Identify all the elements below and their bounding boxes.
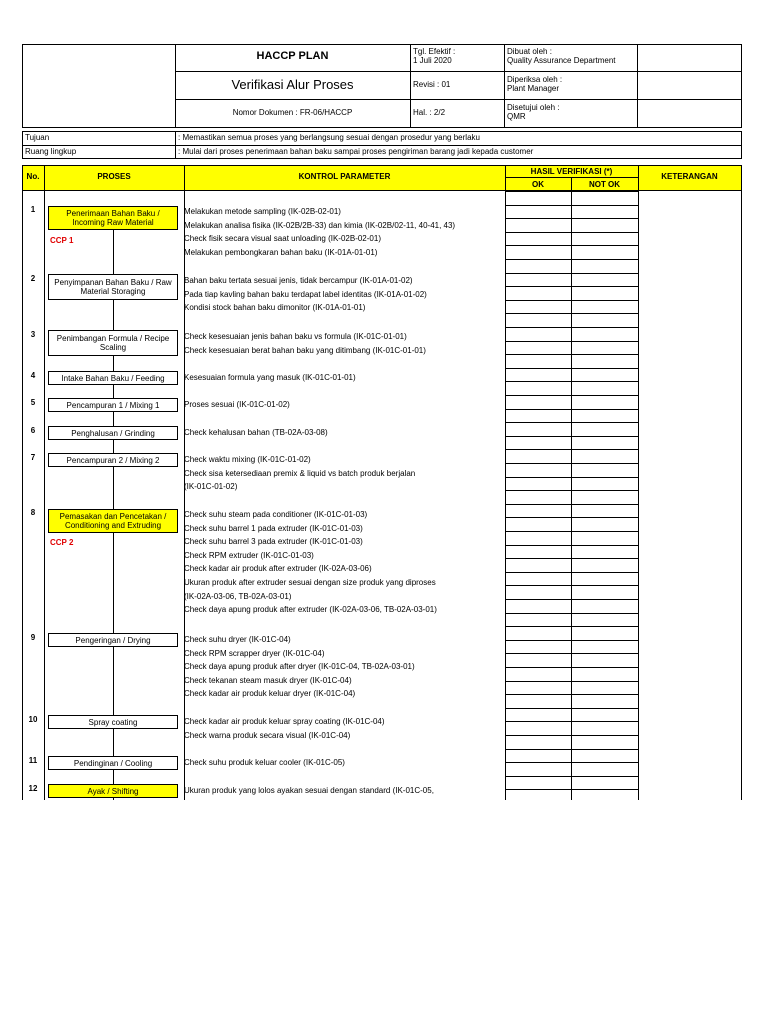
verification-row-line <box>505 368 638 369</box>
process-box: Penimbangan Formula / Recipe Scaling <box>48 330 178 356</box>
verification-row-line <box>505 517 638 518</box>
control-parameter: Ukuran produk yang lolos ayakan sesuai dengan standard (IK-01C-05, <box>184 786 434 795</box>
process-box: Penyimpanan Bahan Baku / Raw Material Storaging <box>48 274 178 300</box>
verification-row-line <box>505 572 638 573</box>
control-parameter: Pada tiap kavling bahan baku terdapat label identitas (IK-01A-01-02) <box>184 290 427 299</box>
made-by: Quality Assurance Department <box>507 56 616 65</box>
verification-row-line <box>505 232 638 233</box>
verification-row-line <box>505 381 638 382</box>
tujuan-label: Tujuan <box>25 133 50 142</box>
plan-title: HACCP PLAN <box>256 50 329 62</box>
step-number: 12 <box>28 784 38 793</box>
verification-row-line <box>505 749 638 750</box>
document-number: Nomor Dokumen : FR-06/HACCP <box>232 108 353 117</box>
ccp-label: CCP 1 <box>50 236 74 245</box>
verification-row-line <box>505 300 638 301</box>
control-parameter: Check RPM extruder (IK-01C-01-03) <box>184 551 314 560</box>
col-hasil-verifikasi: HASIL VERIFIKASI (*) <box>530 167 613 176</box>
control-parameter: Melakukan pembongkaran bahan baku (IK-01A-01-01) <box>184 248 378 257</box>
verification-row-line <box>505 558 638 559</box>
verification-row-line <box>505 436 638 437</box>
control-parameter: Check suhu barrel 1 pada extruder (IK-01C-01-03) <box>184 524 363 533</box>
column-divider <box>44 190 45 800</box>
col-not-ok: NOT OK <box>588 180 621 189</box>
step-number: 2 <box>30 274 36 283</box>
effective-label: Tgl. Efektif : <box>413 47 456 56</box>
control-parameter: Check kesesuaian berat bahan baku yang ditimbang (IK-01C-01-01) <box>184 346 426 355</box>
approved-by-label: Disetujui oleh : <box>507 103 560 112</box>
verification-row-line <box>505 205 638 206</box>
verification-row-line <box>505 762 638 763</box>
control-parameter: Check tekanan steam masuk dryer (IK-01C-04) <box>184 676 352 685</box>
verification-row-line <box>505 667 638 668</box>
control-parameter: Melakukan analisa fisika (IK-02B/2B-33) dan kimia (IK-02B/02-11, 40-41, 43) <box>184 221 456 230</box>
process-box: Intake Bahan Baku / Feeding <box>48 371 178 385</box>
step-number: 11 <box>28 756 38 765</box>
col-kontrol-parameter: KONTROL PARAMETER <box>298 172 391 181</box>
verification-row-line <box>505 708 638 709</box>
verification-row-line <box>505 721 638 722</box>
verification-row-line <box>505 313 638 314</box>
control-parameter: Check suhu produk keluar cooler (IK-01C-05) <box>184 758 345 767</box>
verification-row-line <box>505 409 638 410</box>
page-number: Hal. : 2/2 <box>413 108 446 117</box>
verification-row-line <box>505 449 638 450</box>
verification-row-line <box>505 259 638 260</box>
step-number: 1 <box>30 205 36 214</box>
verification-row-line <box>505 735 638 736</box>
control-parameter: Check RPM scrapper dryer (IK-01C-04) <box>184 649 325 658</box>
control-parameter: Check waktu mixing (IK-01C-01-02) <box>184 455 311 464</box>
column-divider <box>638 190 639 800</box>
step-number: 5 <box>30 398 36 407</box>
process-box: Pencampuran 1 / Mixing 1 <box>48 398 178 412</box>
step-number: 3 <box>30 330 36 339</box>
verification-row-line <box>505 599 638 600</box>
process-box: Pemasakan dan Pencetakan / Conditioning and Extruding <box>48 509 178 533</box>
control-parameter: Check kehalusan bahan (TB-02A-03-08) <box>184 428 328 437</box>
verification-row-line <box>505 613 638 614</box>
col-no: No. <box>26 172 40 181</box>
control-parameter: Proses sesuai (IK-01C-01-02) <box>184 400 290 409</box>
step-number: 6 <box>30 426 36 435</box>
verification-row-line <box>505 354 638 355</box>
checked-by-label: Diperiksa oleh : <box>507 75 563 84</box>
verification-row-line <box>505 477 638 478</box>
tujuan-text: : Memastikan semua proses yang berlangsung sesuai dengan prosedur yang berlaku <box>178 133 480 142</box>
verification-row-line <box>505 490 638 491</box>
ruang-lingkup-label: Ruang lingkup <box>25 147 77 156</box>
revision: Revisi : 01 <box>413 80 451 89</box>
verification-row-line <box>505 776 638 777</box>
process-box: Penghalusan / Grinding <box>48 426 178 440</box>
verification-row-line <box>505 531 638 532</box>
verification-row-line <box>505 694 638 695</box>
col-proses: PROSES <box>97 172 131 181</box>
control-parameter: Check suhu dryer (IK-01C-04) <box>184 635 291 644</box>
col-keterangan: KETERANGAN <box>661 172 718 181</box>
control-parameter: (IK-02A-03-06, TB-02A-03-01) <box>184 592 292 601</box>
control-parameter: Ukuran produk after extruder sesuai dengan size produk yang diproses <box>184 578 436 587</box>
control-parameter: Check daya apung produk after extruder (IK-02A-03-06, TB-02A-03-01) <box>184 605 437 614</box>
verification-row-line <box>505 545 638 546</box>
approved-by: QMR <box>507 112 526 121</box>
verification-row-line <box>505 286 638 287</box>
verification-row-line <box>505 327 638 328</box>
verification-row-line <box>505 191 638 192</box>
control-parameter: Check kadar air produk keluar spray coating (IK-01C-04) <box>184 717 385 726</box>
control-parameter: Check kesesuaian jenis bahan baku vs formula (IK-01C-01-01) <box>184 332 407 341</box>
verification-row-line <box>505 504 638 505</box>
verification-row-line <box>505 422 638 423</box>
control-parameter: Check daya apung produk after dryer (IK-01C-04, TB-02A-03-01) <box>184 662 415 671</box>
control-parameter: Bahan baku tertata sesuai jenis, tidak bercampur (IK-01A-01-02) <box>184 276 413 285</box>
verification-row-line <box>505 681 638 682</box>
control-parameter: Melakukan metode sampling (IK-02B-02-01) <box>184 207 341 216</box>
checked-by: Plant Manager <box>507 84 560 93</box>
step-number: 10 <box>28 715 38 724</box>
process-box: Spray coating <box>48 715 178 729</box>
verification-row-line <box>505 245 638 246</box>
step-number: 7 <box>30 453 36 462</box>
process-box: Pencampuran 2 / Mixing 2 <box>48 453 178 467</box>
logo-area <box>23 45 175 127</box>
step-number: 9 <box>30 633 36 642</box>
control-parameter: Check suhu steam pada conditioner (IK-01C-01-03) <box>184 510 368 519</box>
document-title: Verifikasi Alur Proses <box>231 77 354 92</box>
process-box: Pendinginan / Cooling <box>48 756 178 770</box>
verification-row-line <box>505 585 638 586</box>
control-parameter: Check sisa ketersediaan premix & liquid vs batch produk berjalan <box>184 469 416 478</box>
ccp-label: CCP 2 <box>50 538 74 547</box>
verification-row-line <box>505 273 638 274</box>
verification-row-line <box>505 626 638 627</box>
process-box: Pengeringan / Drying <box>48 633 178 647</box>
verification-row-line <box>505 653 638 654</box>
col-ok: OK <box>532 180 544 189</box>
verification-row-line <box>505 341 638 342</box>
verification-row-line <box>505 789 638 790</box>
verification-row-line <box>505 463 638 464</box>
control-parameter: Kondisi stock bahan baku dimonitor (IK-01A-01-01) <box>184 303 366 312</box>
control-parameter: Check warna produk secara visual (IK-01C-04) <box>184 731 351 740</box>
column-divider <box>741 190 742 800</box>
step-number: 8 <box>30 508 36 517</box>
made-by-label: Dibuat oleh : <box>507 47 552 56</box>
control-parameter: Check kadar air produk keluar dryer (IK-01C-04) <box>184 689 356 698</box>
verification-row-line <box>505 395 638 396</box>
control-parameter: Check suhu barrel 3 pada extruder (IK-01C-01-03) <box>184 537 363 546</box>
effective-date: 1 Juli 2020 <box>413 56 452 65</box>
process-box: Penerimaan Bahan Baku / Incoming Raw Material <box>48 206 178 230</box>
control-parameter: Kesesuaian formula yang masuk (IK-01C-01-01) <box>184 373 356 382</box>
control-parameter: Check fisik secara visual saat unloading (IK-02B-02-01) <box>184 234 381 243</box>
verification-row-line <box>505 218 638 219</box>
ruang-lingkup-text: : Mulai dari proses penerimaan bahan baku sampai proses pengiriman barang jadi kepada customer <box>178 147 534 156</box>
process-box: Ayak / Shifting <box>48 784 178 798</box>
control-parameter: (IK-01C-01-02) <box>184 482 238 491</box>
control-parameter: Check kadar air produk after extruder (IK-02A-03-06) <box>184 564 372 573</box>
verification-row-line <box>505 640 638 641</box>
step-number: 4 <box>30 371 36 380</box>
